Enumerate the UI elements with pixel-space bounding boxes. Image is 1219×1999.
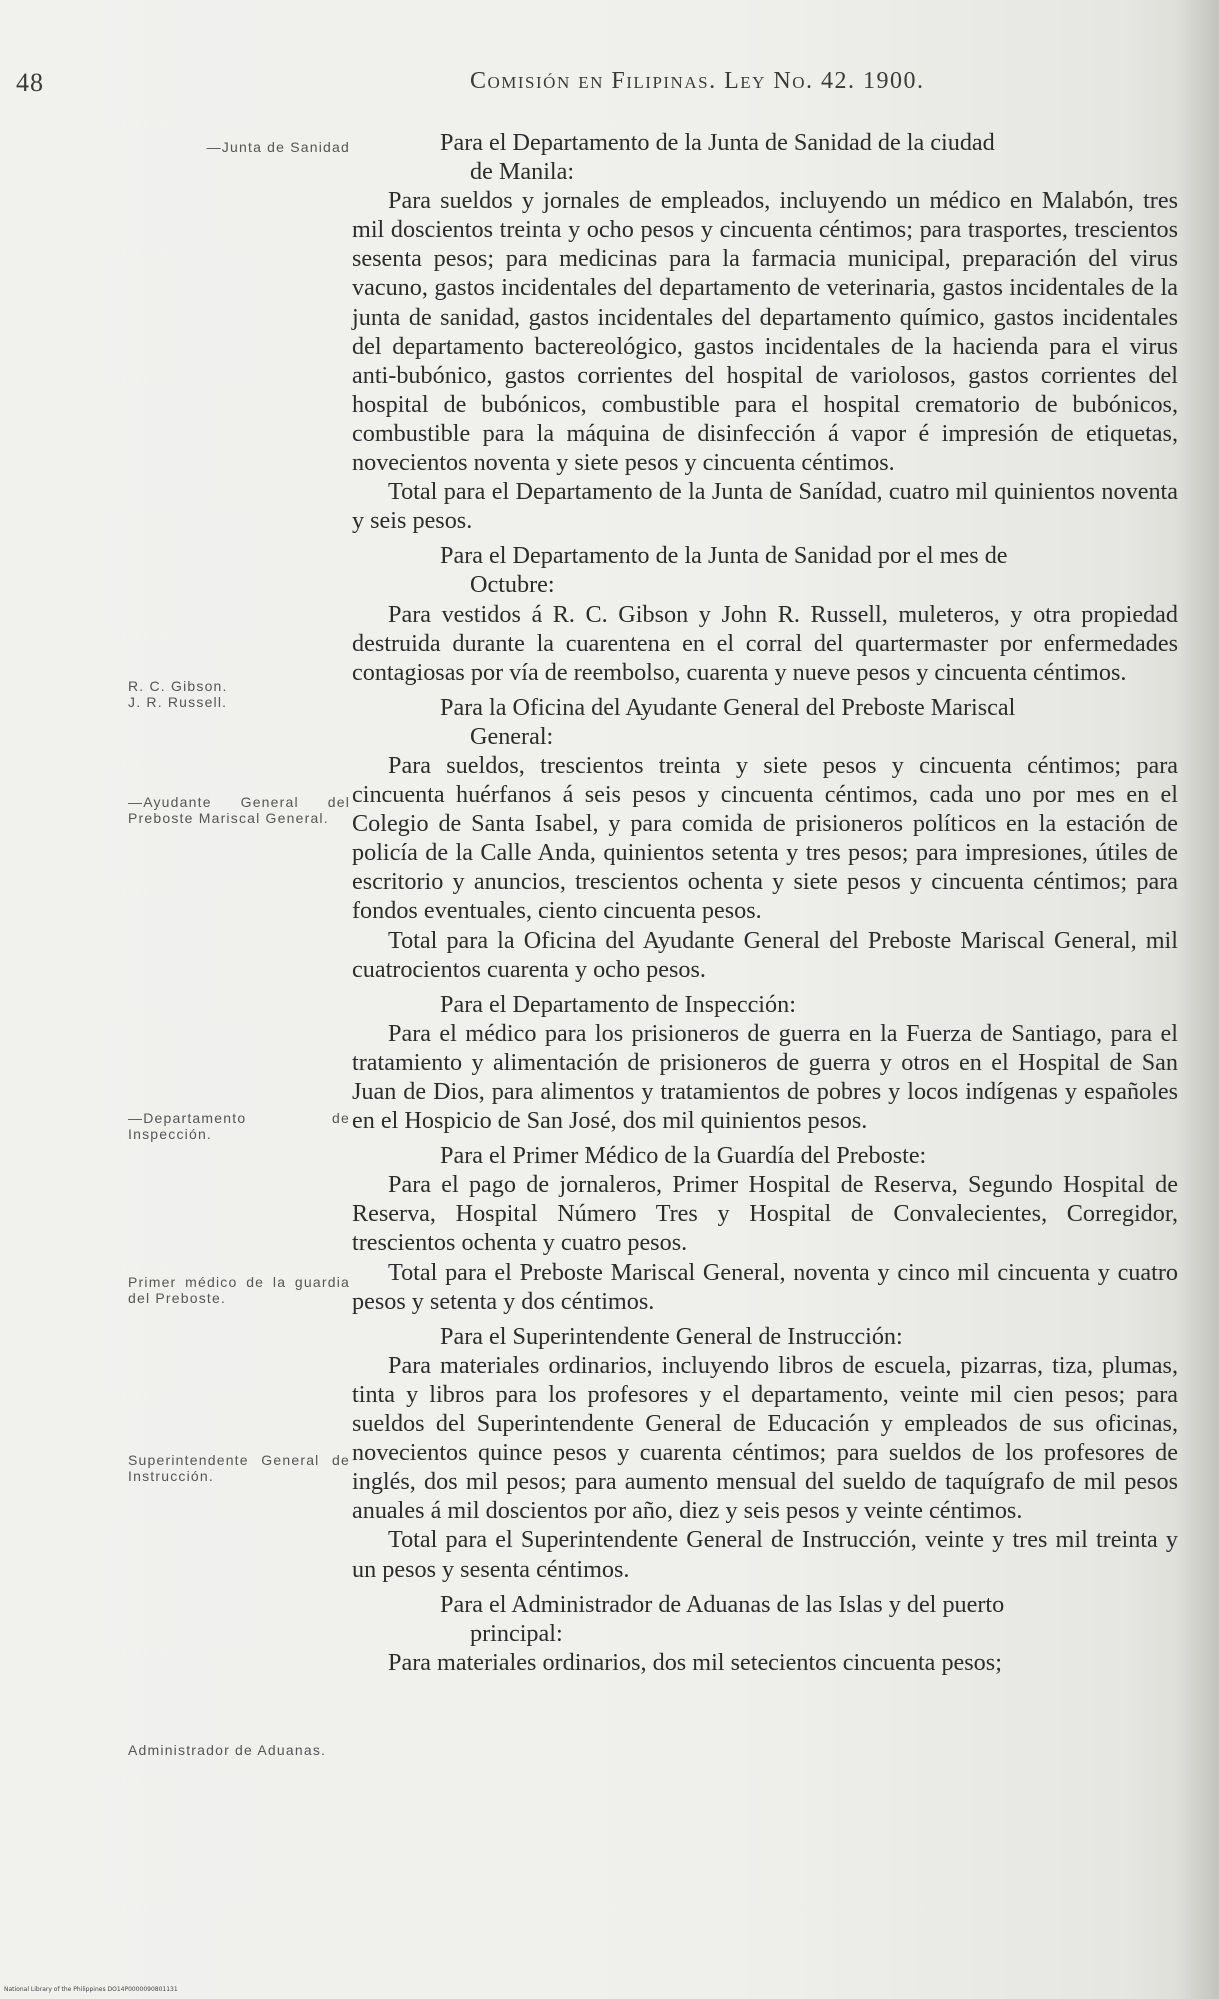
paragraph-total: Total para la Oficina del Ayudante General del Preboste Mariscal General, mil cuatrocientos cuarenta y ocho pesos. [352,926,1178,983]
paragraph: Para sueldos, trescientos treinta y siete pesos y cincuenta céntimos; para cincuenta huérfanos á seis pesos y cincuenta céntimos, cada uno por mes en el Colegio de Santa Isabel, y para comida de prisioneros políticos en la estación de policía de la Calle Anda, quinientos setenta y tres pesos; para impresiones, útiles de escritorio y anuncios, trescientos ochenta y siete pesos y cincuenta céntimos; para fondos eventuales, ciento cincuenta pesos. [352,751,1178,925]
section-heading-inspeccion: Para el Departamento de Inspección: [440,990,796,1018]
margin-note-ayudante: —Ayudante General del Preboste Mariscal General. [128,794,350,826]
main-text [352,128,1178,1677]
section-heading-octubre: Para el Departamento de la Junta de Sanidad por el mes de Octubre: [440,542,1008,599]
paragraph: Para el médico para los prisioneros de guerra en la Fuerza de Santiago, para el tratamiento y alimentación de prisioneros de guerra y otros en el Hospital de San Juan de Dios, para alimentos y tratamientos de pobres y locos indígenas y españoles en el Hospicio de San José, dos mil quinientos pesos. [352,1019,1178,1135]
section-heading-primer-medico: Para el Primer Médico de la Guardía del Preboste: [440,1142,927,1170]
paragraph-total: Total para el Superintendente General de Instrucción, veinte y tres mil treinta y un pesos y sesenta céntimos. [352,1526,1178,1583]
paragraph-total: Total para el Departamento de la Junta de Sanídad, cuatro mil quinientos noventa y seis pesos. [352,478,1178,535]
section-heading-superintendente: Para el Superintendente General de Instrucción: [440,1322,903,1350]
paragraph: Para materiales ordinarios, incluyendo libros de escuela, pizarras, tiza, plumas, tinta y libros para los profesores y el departamento, veinte mil cien pesos; para sueldos del Superintendente General de Educación y empleados de sus oficinas, novecientos quince pesos y cuarenta céntimos; para sueldos de los profesores de inglés, dos mil pesos; para aumento mensual del sueldo de taquígrafo de mil pesos anuales á mil doscientos por año, diez y seis pesos y veinte céntimos. [352,1351,1178,1525]
margin-note-primer-medico: Primer médico de la guardia del Preboste. [128,1274,350,1306]
paragraph: Para materiales ordinarios, dos mil setecientos cincuenta pesos; [388,1648,1002,1676]
margin-note-inspeccion: —Departamento de Inspección. [128,1110,350,1142]
margin-note-superintendente: Superintendente General de Instrucción. [128,1452,350,1484]
paragraph: Para vestidos á R. C. Gibson y John R. Russell, muleteros, y otra propiedad destruida durante la cuarentena en el corral del quartermaster por enfermedades contagiosas por vía de reembolso, cuarenta y nueve pesos y cincuenta céntimos. [352,600,1178,686]
margin-note-russell: J. R. Russell. [128,694,228,710]
section-heading-aduanas: Para el Administrador de Aduanas de las Islas y del puerto principal: [440,1590,1005,1647]
footer-credit: National Library of the Philippines DO14P0000090801131 [4,1986,178,1993]
section-heading-junta: Para el Departamento de la Junta de Sanidad de la ciudad de Manila: [440,129,995,186]
page-number: 48 [16,68,44,97]
running-head: Comisión en Filipinas. Ley No. 42. 1900. [470,68,925,94]
paragraph: Para sueldos y jornales de empleados, incluyendo un médico en Malabón, tres mil doscientos treinta y ocho pesos y cincuenta céntimos; para trasportes, trescientos sesenta pesos; para medicinas para la farmacia municipal, preparación del virus vacuno, gastos incidentales del departamento de veterinaria, gastos incidentales de la junta de sanidad, gastos incidentales del departamento químico, gastos incidentales del departamento bactereológico, gastos incidentales de la hacienda para el virus anti-bubónico, gastos corrientes del hospital de variolosos, gastos corrientes del hospital de bubónicos, combustible para el hospital crematorio de bubónicos, combustible para la máquina de disinfección á vapor é impresión de etiquetas, novecientos noventa y siete pesos y cincuenta céntimos. [352,187,1178,477]
section-heading-ayudante: Para la Oficina del Ayudante General del Preboste Mariscal General: [440,693,1016,750]
margin-note-gibson: R. C. Gibson. [128,678,228,694]
paragraph: Para el pago de jornaleros, Primer Hospital de Reserva, Segundo Hospital de Reserva, Hospital Número Tres y Hospital de Convalecientes, Corregidor, trescientos ochenta y cuatro pesos. [352,1171,1178,1257]
margin-note-aduanas: Administrador de Aduanas. [128,1742,327,1758]
margin-note-gibson-russell [128,678,350,710]
page-edge-shadow [1179,0,1219,1999]
margin-note-junta: —Junta de Sanidad [206,139,350,155]
paragraph-total: Total para el Preboste Mariscal General, noventa y cinco mil cincuenta y cuatro pesos y setenta y dos céntimos. [352,1258,1178,1315]
